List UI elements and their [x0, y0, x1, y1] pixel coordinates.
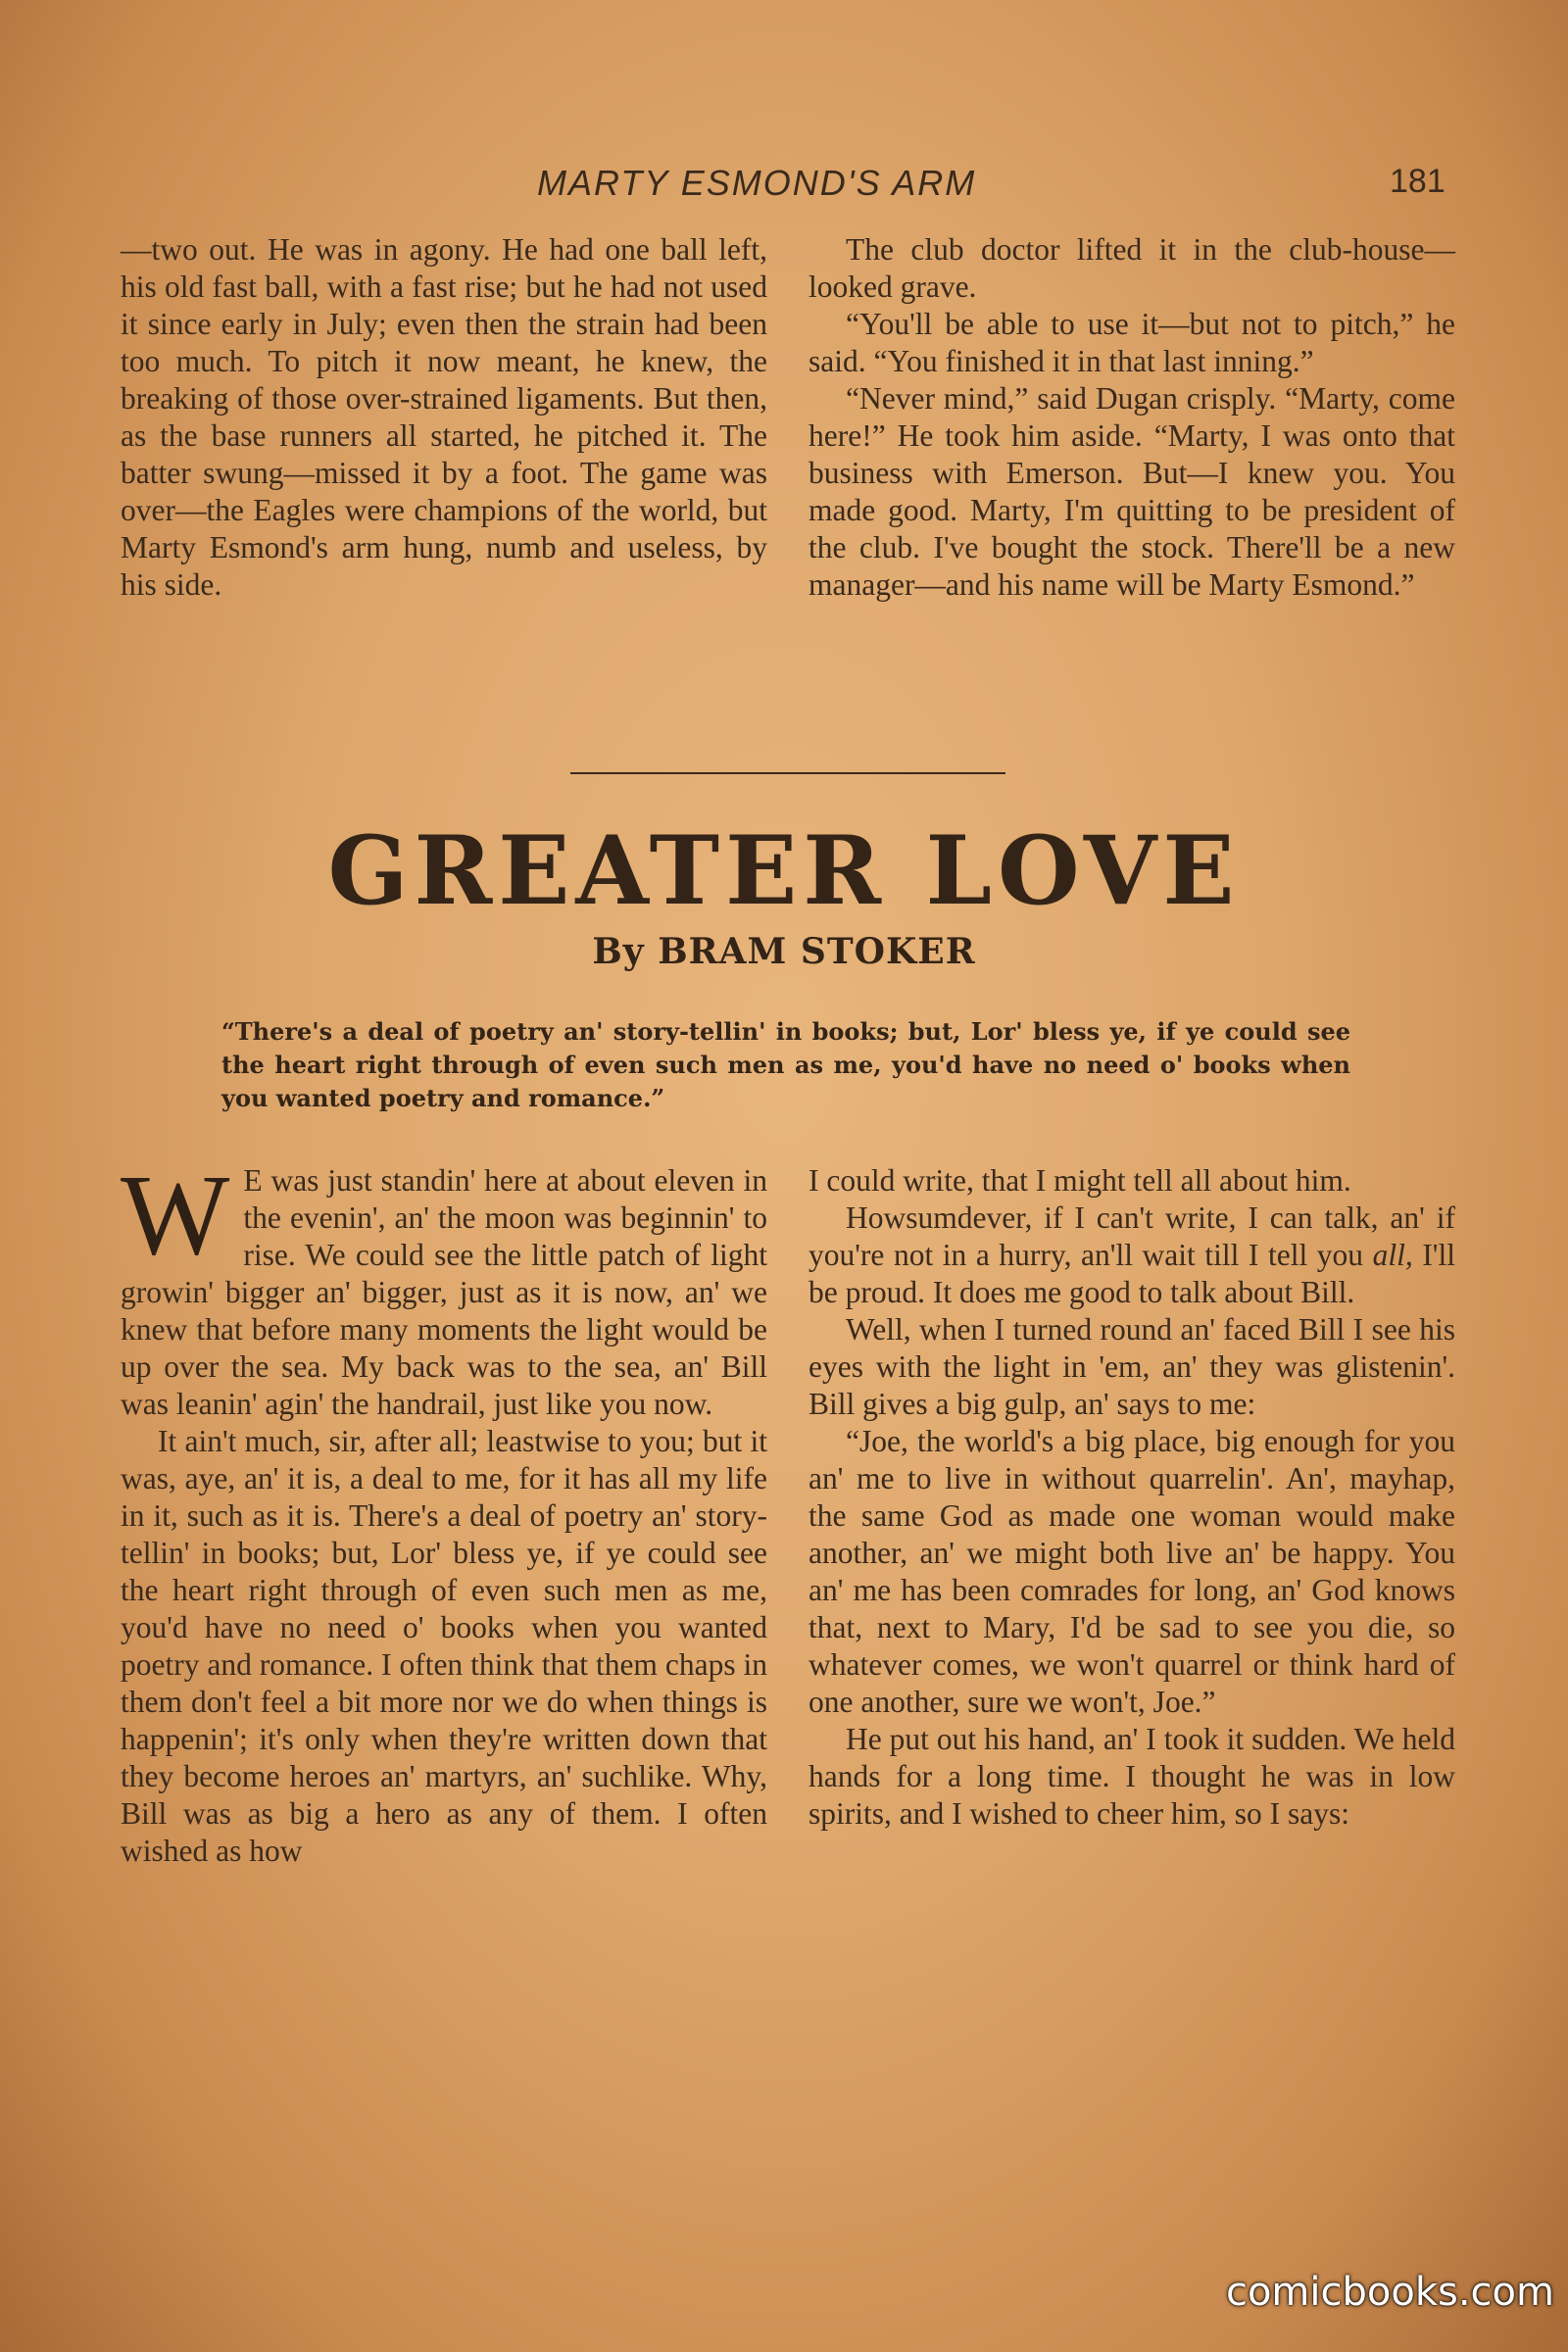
story-byline: By BRAM STOKER	[592, 931, 976, 972]
paragraph: “You'll be able to use it—but not to pitch,” he said. “You finished it in that last inning.”	[808, 307, 1455, 378]
story-left-column	[121, 1151, 767, 1870]
paragraph: “Never mind,” said Dugan crisply. “Marty, come here!” He took him aside. “Marty, I was onto that business with Emerson. But—I knew you. You made good. Marty, I'm quitting to be president of the club. I've bought the stock. There'll be a new manager—and his name will be Marty Esmond.”	[808, 381, 1455, 602]
paragraph	[808, 1200, 1455, 1311]
opening-paragraph	[121, 1151, 767, 1423]
paragraph: —two out. He was in agony. He had one ball left, his old fast ball, with a fast rise; but he had not used it since early in July; even then the strain had been too much. To pitch it now meant, he knew, the breaking of those over-strained ligaments. But then, as the base runners all started, he pitched it. The batter swung—missed it by a foot. The game was over—the Eagles were champions of the world, but Marty Esmond's arm hung, numb and useless, by his side.	[121, 232, 767, 602]
paragraph: It ain't much, sir, after all; leastwise to you; but it was, aye, an' it is, a deal to me, for it has all my life in it, such as it is. There's a deal of poetry an' story-tellin' in books; but, Lor' bless ye, if ye could see the heart right through of even such men as me, you'd have no need o' books when you wanted poetry and romance. I often think that them chaps in them don't feel a bit more nor we do when things is happenin'; it's only when they're written down that they become heroes an' martyrs, an' suchlike. Why, Bill was as big a hero as any of them. I often wished as how	[121, 1424, 767, 1868]
opening-text: E was just standin' here at about eleven in the evenin', an' the moon was beginnin' to rise. We could see the little patch of light growin' bigger an' bigger, just as it is now, an' we knew that before many moments the light would be up over the sea. My back was to the sea, an' Bill was leanin' agin' the handrail, just like you now.	[121, 1163, 767, 1421]
page-number: 181	[1390, 163, 1446, 200]
story-title: GREATER LOVE	[327, 815, 1241, 926]
previous-story-right-column	[808, 231, 1455, 604]
emphasis-text: all,	[1372, 1238, 1413, 1272]
paragraph: He put out his hand, an' I took it sudden. We held hands for a long time. I thought he was in low spirits, and I wished to cheer him, so I says:	[808, 1722, 1455, 1831]
paragraph: The club doctor lifted it in the club-house—looked grave.	[808, 232, 1455, 304]
section-divider	[570, 772, 1005, 774]
paragraph-text: Howsumdever, if I can't write, I can talk, an' if you're not in a hurry, an'll wait till I tell you	[808, 1200, 1455, 1272]
watermark: comicbooks.com	[1225, 2270, 1554, 2315]
paragraph-text: I'll be proud. It does me good to talk about Bill.	[808, 1238, 1455, 1309]
previous-story-left-column	[121, 231, 767, 604]
story-right-column	[808, 1162, 1455, 1833]
running-head	[0, 163, 1568, 206]
drop-cap: W	[121, 1151, 230, 1279]
paragraph: Well, when I turned round an' faced Bill I see his eyes with the light in 'em, an' they was glistenin'. Bill gives a big gulp, an' says to me:	[808, 1312, 1455, 1421]
story-epigraph: “There's a deal of poetry an' story-tellin' in books; but, Lor' bless ye, if ye could see the heart right through of even such men as me, you'd have no need o' books when you wanted poetry and romance.”	[221, 1017, 1350, 1112]
running-title: MARTY ESMOND'S ARM	[537, 163, 977, 203]
paragraph-continuation: I could write, that I might tell all about him.	[808, 1163, 1351, 1198]
paragraph: “Joe, the world's a big place, big enough for you an' me to live in without quarrelin'. An', mayhap, the same God as made one woman would make another, an' we might both live an' be happy. You an' me has been comrades for long, an' God knows that, next to Mary, I'd be sad to see you die, so whatever comes, we won't quarrel or think hard of one another, sure we won't, Joe.”	[808, 1424, 1455, 1719]
